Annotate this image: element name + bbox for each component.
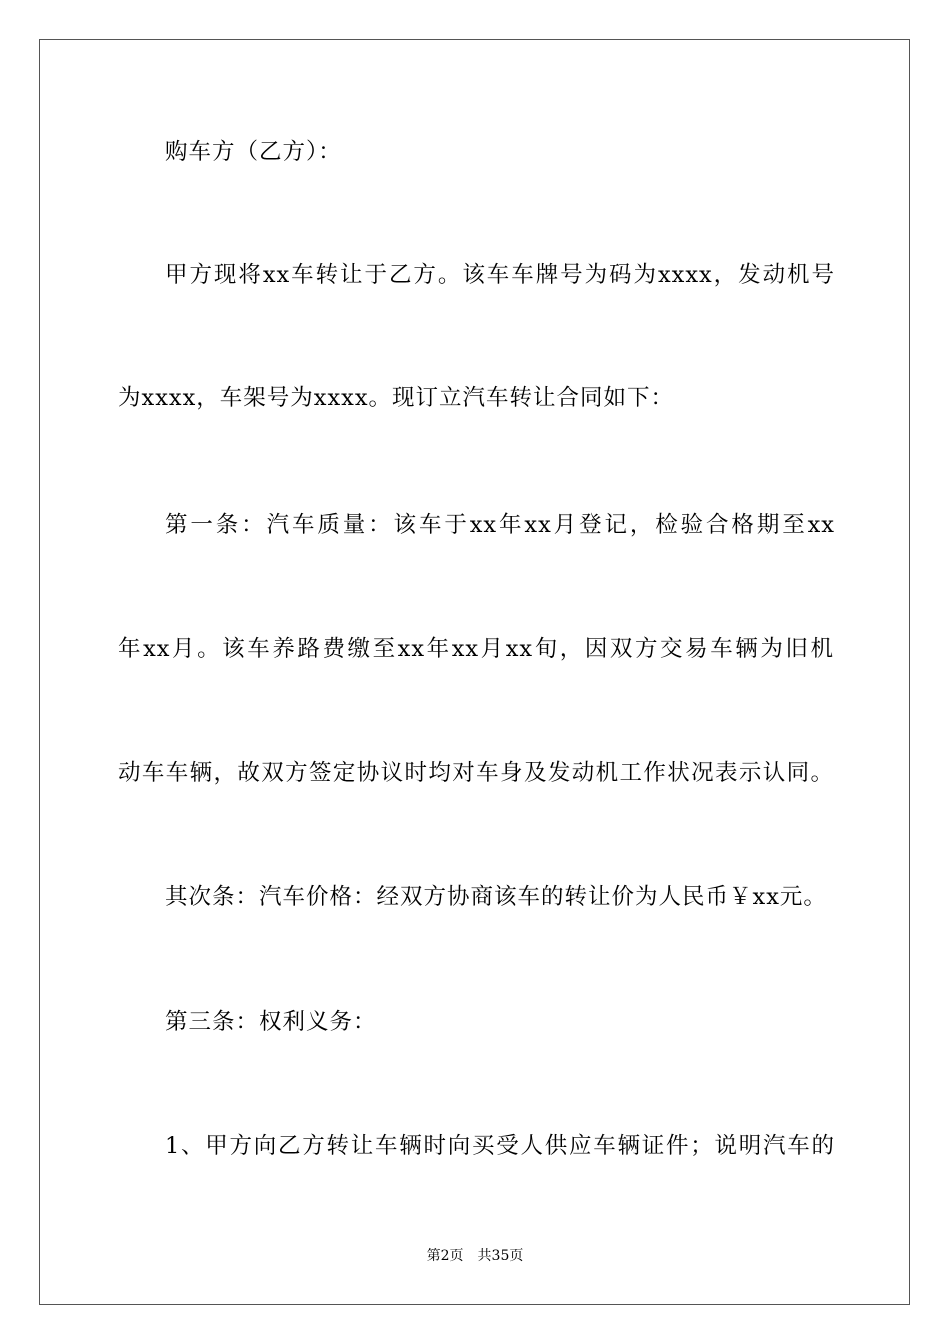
- paragraph-line: 动车车辆，故双方签定协议时均对车身及发动机工作状况表示认同。: [118, 760, 834, 786]
- paragraph-line: 年xx月。该车养路费缴至xx年xx月xx旬，因双方交易车辆为旧机: [118, 636, 834, 662]
- page-total: 共35页: [477, 1248, 524, 1264]
- section-heading: 第三条：权利义务：: [165, 1009, 377, 1035]
- paragraph-line: 1、甲方向乙方转让车辆时向买受人供应车辆证件；说明汽车的: [165, 1133, 835, 1159]
- paragraph-line: 其次条：汽车价格：经双方协商该车的转让价为人民币￥xx元。: [165, 884, 827, 910]
- paragraph-line: 甲方现将xx车转让于乙方。该车车牌号为码为xxxx，发动机号: [165, 262, 835, 288]
- paragraph-line: 为xxxx，车架号为xxxx。现订立汽车转让合同如下：: [118, 385, 675, 411]
- page-footer: [0, 1246, 950, 1266]
- page-number: 第2页: [426, 1248, 464, 1264]
- paragraph-line: 第一条：汽车质量：该车于xx年xx月登记，检验合格期至xx: [165, 512, 835, 538]
- party-b-label: 购车方（乙方）：: [165, 139, 342, 165]
- page-border: [39, 39, 910, 1305]
